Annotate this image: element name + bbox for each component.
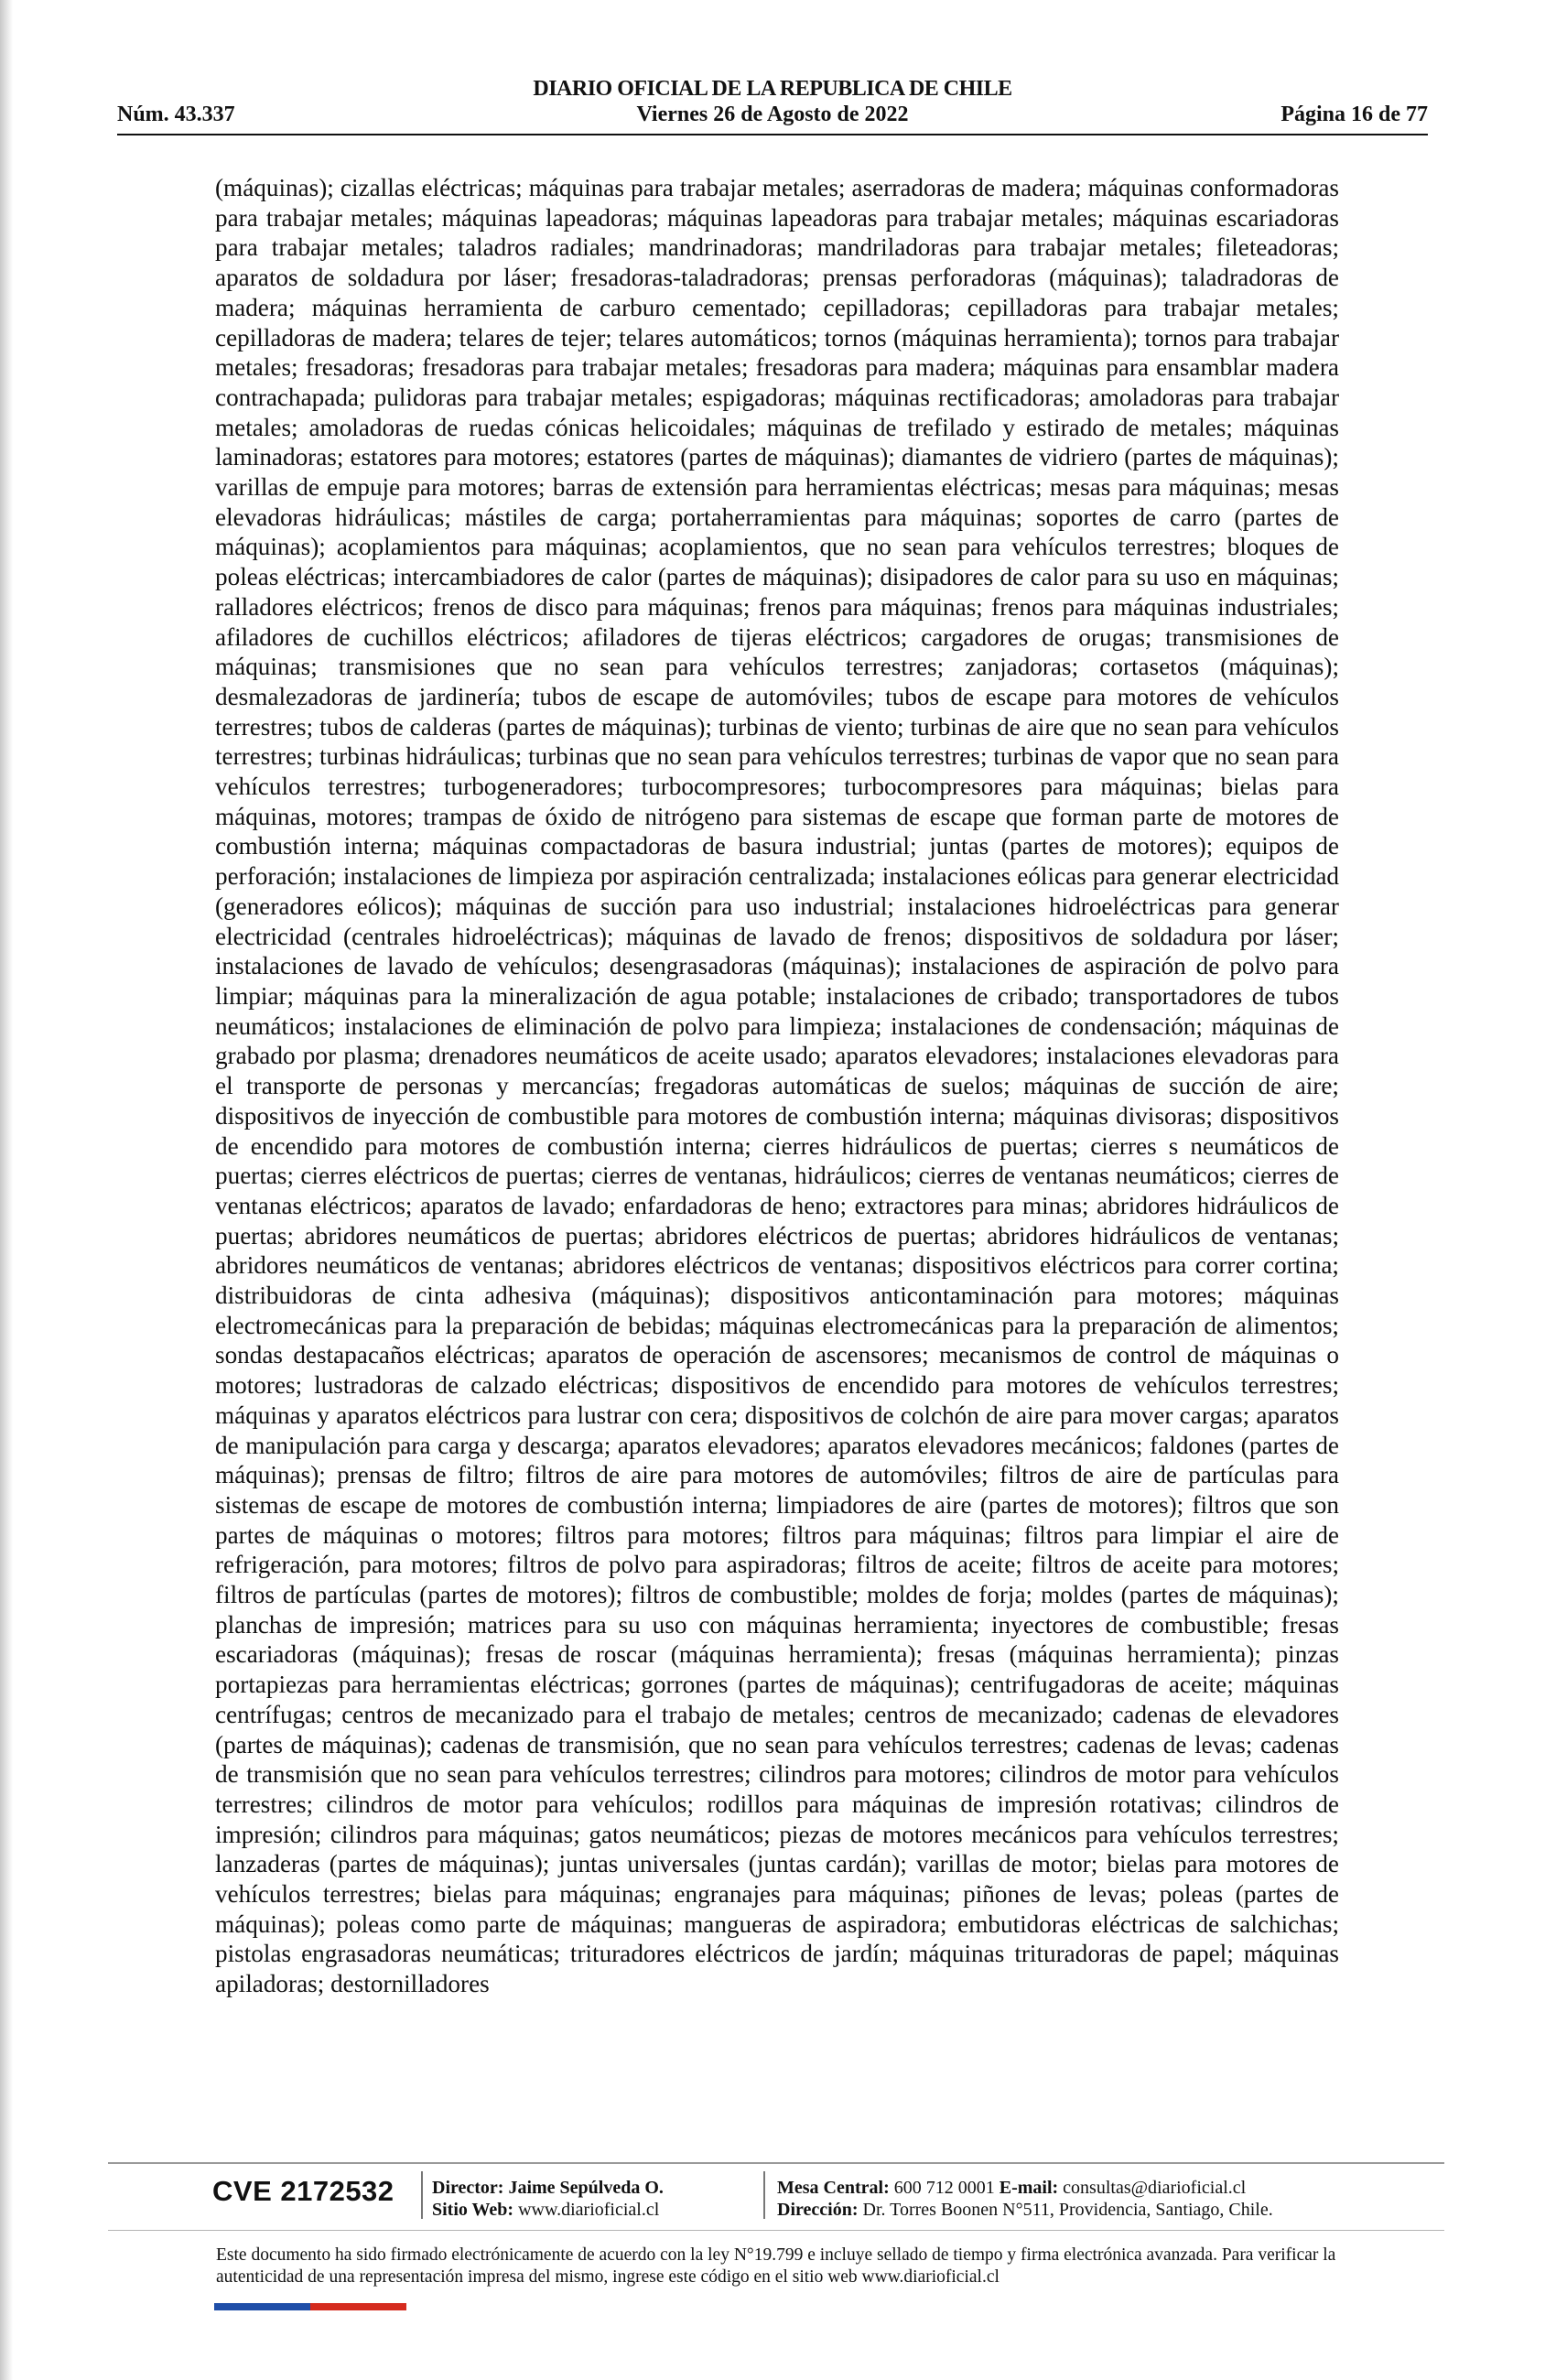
cve-code: CVE 2172532 [212, 2175, 394, 2207]
mesa-central-phone: 600 712 0001 [893, 2178, 995, 2198]
flag-red-segment [310, 2303, 406, 2310]
email-label: E-mail: [999, 2178, 1059, 2198]
address-label: Dirección: [777, 2200, 859, 2220]
director-label: Director: Jaime Sepúlveda O. [432, 2178, 664, 2198]
email-link[interactable]: consultas@diarioficial.cl [1063, 2178, 1247, 2198]
website-link[interactable]: www.diarioficial.cl [518, 2200, 660, 2220]
footer-director-block [432, 2177, 664, 2221]
footer-separator [421, 2171, 423, 2219]
publication-title: DIARIO OFICIAL DE LA REPUBLICA DE CHILE [533, 77, 1012, 101]
page-header [117, 77, 1428, 135]
legal-notice: Este documento ha sido firmado electrónicamente de acuerdo con la ley N°19.799 e incluye sellado de tiempo y firma electrónica avanzada. Para verificar la autenticidad de una representación impresa del mismo, ingrese este código en el sitio web www.diarioficial.cl [216, 2245, 1336, 2287]
issue-number: Núm. 43.337 [117, 103, 235, 126]
issue-date: Viernes 26 de Agosto de 2022 [636, 103, 909, 126]
footer-contact-block [777, 2177, 1273, 2221]
address-value: Dr. Torres Boonen N°511, Providencia, Santiago, Chile. [862, 2200, 1273, 2220]
website-label: Sitio Web: [432, 2200, 514, 2220]
mesa-central-label: Mesa Central: [777, 2178, 890, 2198]
footer-separator [763, 2171, 765, 2219]
footer-top-rule [108, 2162, 1444, 2164]
body-text: (máquinas); cizallas eléctricas; máquinas para trabajar metales; aserradoras de madera; máquinas conformadoras para trabajar metales; máquinas lapeadoras; máquinas lapeadoras para trabajar metales; máquinas escariadoras para trabajar metales; taladros radiales; mandrinadoras; mandriladoras para trabajar metales; fileteadoras; aparatos de soldadura por láser; fresadoras-taladradoras; prensas perforadoras (máquinas); taladradoras de madera; máquinas herramienta de carburo cementado; cepilladoras; cepilladoras para trabajar metales; cepilladoras de madera; telares de tejer; telares automáticos; tornos (máquinas herramienta); tornos para trabajar metales; fresadoras; fresadoras para trabajar metales; fresadoras para madera; máquinas para ensamblar madera contrachapada; pulidoras para trabajar metales; espigadoras; máquinas rectificadoras; amoladoras para trabajar metales; amoladoras de ruedas cónicas helicoidales; máquinas de trefilado y estirado de metales; máquinas laminadoras; estatores para motores; estatores (partes de máquinas); diamantes de vidriero (partes de máquinas); varillas de empuje para motores; barras de extensión para herramientas eléctricas; mesas para máquinas; mesas elevadoras hidráulicas; mástiles de carga; portaherramientas para máquinas; soportes de carro (partes de máquinas); acoplamientos para máquinas; acoplamientos, que no sean para vehículos terrestres; bloques de poleas eléctricas; intercambiadores de calor (partes de máquinas); disipadores de calor para su uso en máquinas; ralladores eléctricos; frenos de disco para máquinas; frenos para máquinas; frenos para máquinas industriales; afiladores de cuchillos eléctricos; afiladores de tijeras eléctricos; cargadores de orugas; transmisiones de máquinas; transmisiones que no sean para vehículos terrestres; zanjadoras; cortasetos (máquinas); desmalezadoras de jardinería; tubos de escape de automóviles; tubos de escape para motores de vehículos terrestres; tubos de calderas (partes de máquinas); turbinas de viento; turbinas de aire que no sean para vehículos terrestres; turbinas hidráulicas; turbinas que no sean para vehículos terrestres; turbinas de vapor que no sean para vehículos terrestres; turbogeneradores; turbocompresores; turbocompresores para máquinas; bielas para máquinas, motores; trampas de óxido de nitrógeno para sistemas de escape que forman parte de motores de combustión interna; máquinas compactadoras de basura industrial; juntas (partes de motores); equipos de perforación; instalaciones de limpieza por aspiración centralizada; instalaciones eólicas para generar electricidad (generadores eólicos); máquinas de succión para uso industrial; instalaciones hidroeléctricas para generar electricidad (centrales hidroeléctricas); máquinas de lavado de frenos; dispositivos de soldadura por láser; instalaciones de lavado de vehículos; desengrasadoras (máquinas); instalaciones de aspiración de polvo para limpiar; máquinas para la mineralización de agua potable; instalaciones de cribado; transportadores de tubos neumáticos; instalaciones de eliminación de polvo para limpieza; instalaciones de condensación; máquinas de grabado por plasma; drenadores neumáticos de aceite usado; aparatos elevadores; instalaciones elevadoras para el transporte de personas y mercancías; fregadoras automáticas de suelos; máquinas de succión de aire; dispositivos de inyección de combustible para motores de combustión interna; máquinas divisoras; dispositivos de encendido para motores de combustión interna; cierres hidráulicos de puertas; cierres s neumáticos de puertas; cierres eléctricos de puertas; cierres de ventanas, hidráulicos; cierres de ventanas neumáticos; cierres de ventanas eléctricos; aparatos de lavado; enfardadoras de heno; extractores para minas; abridores hidráulicos de puertas; abridores neumáticos de puertas; abridores eléctricos de puertas; abridores hidráulicos de ventanas; abridores neumáticos de ventanas; abridores eléctricos de ventanas; dispositivos eléctricos para correr cortina; distribuidoras de cinta adhesiva (máquinas); dispositivos anticontaminación para motores; máquinas electromecánicas para la preparación de bebidas; máquinas electromecánicas para la preparación de alimentos; sondas destapacaños eléctricas; aparatos de operación de ascensores; mecanismos de control de máquinas o motores; lustradoras de calzado eléctricas; dispositivos de encendido para motores de vehículos terrestres; máquinas y aparatos eléctricos para lustrar con cera; dispositivos de colchón de aire para mover cargas; aparatos de manipulación para carga y descarga; aparatos elevadores; aparatos elevadores mecánicos; faldones (partes de máquinas); prensas de filtro; filtros de aire para motores de automóviles; filtros de aire de partículas para sistemas de escape de motores de combustión interna; limpiadores de aire (partes de motores); filtros que son partes de máquinas o motores; filtros para motores; filtros para máquinas; filtros para limpiar el aire de refrigeración, para motores; filtros de polvo para aspiradoras; filtros de aceite; filtros de aceite para motores; filtros de partículas (partes de motores); filtros de combustible; moldes de forja; moldes (partes de máquinas); planchas de impresión; matrices para su uso con máquinas herramienta; inyectores de combustible; fresas escariadoras (máquinas); fresas de roscar (máquinas herramienta); fresas (máquinas herramienta); pinzas portapiezas para herramientas eléctricas; gorrones (partes de máquinas); centrifugadoras de aceite; máquinas centrífugas; centros de mecanizado para el trabajo de metales; centros de mecanizado; cadenas de elevadores (partes de máquinas); cadenas de transmisión, que no sean para vehículos terrestres; cadenas de levas; cadenas de transmisión que no sean para vehículos terrestres; cilindros para motores; cilindros de motor para vehículos terrestres; cilindros de motor para vehículos; rodillos para máquinas de impresión rotativas; cilindros de impresión; cilindros para máquinas; gatos neumáticos; piezas de motores mecánicos para vehículos terrestres; lanzaderas (partes de máquinas); juntas universales (juntas cardán); varillas de motor; bielas para motores de vehículos terrestres; bielas para máquinas; engranajes para máquinas; piñones de levas; poleas (partes de máquinas); poleas como parte de máquinas; mangueras de aspiradora; embutidoras eléctricas de salchichas; pistolas engrasadoras neumáticas; trituradores eléctricos de jardín; máquinas trituradoras de papel; máquinas apiladoras; destornilladores [215, 174, 1339, 1998]
chile-flag-stripe [214, 2303, 406, 2310]
page-edge-shadow [0, 0, 13, 2380]
flag-blue-segment [214, 2303, 310, 2310]
header-info-row [117, 103, 1428, 130]
page-indicator: Página 16 de 77 [1280, 103, 1428, 126]
footer-bottom-rule [108, 2230, 1444, 2231]
